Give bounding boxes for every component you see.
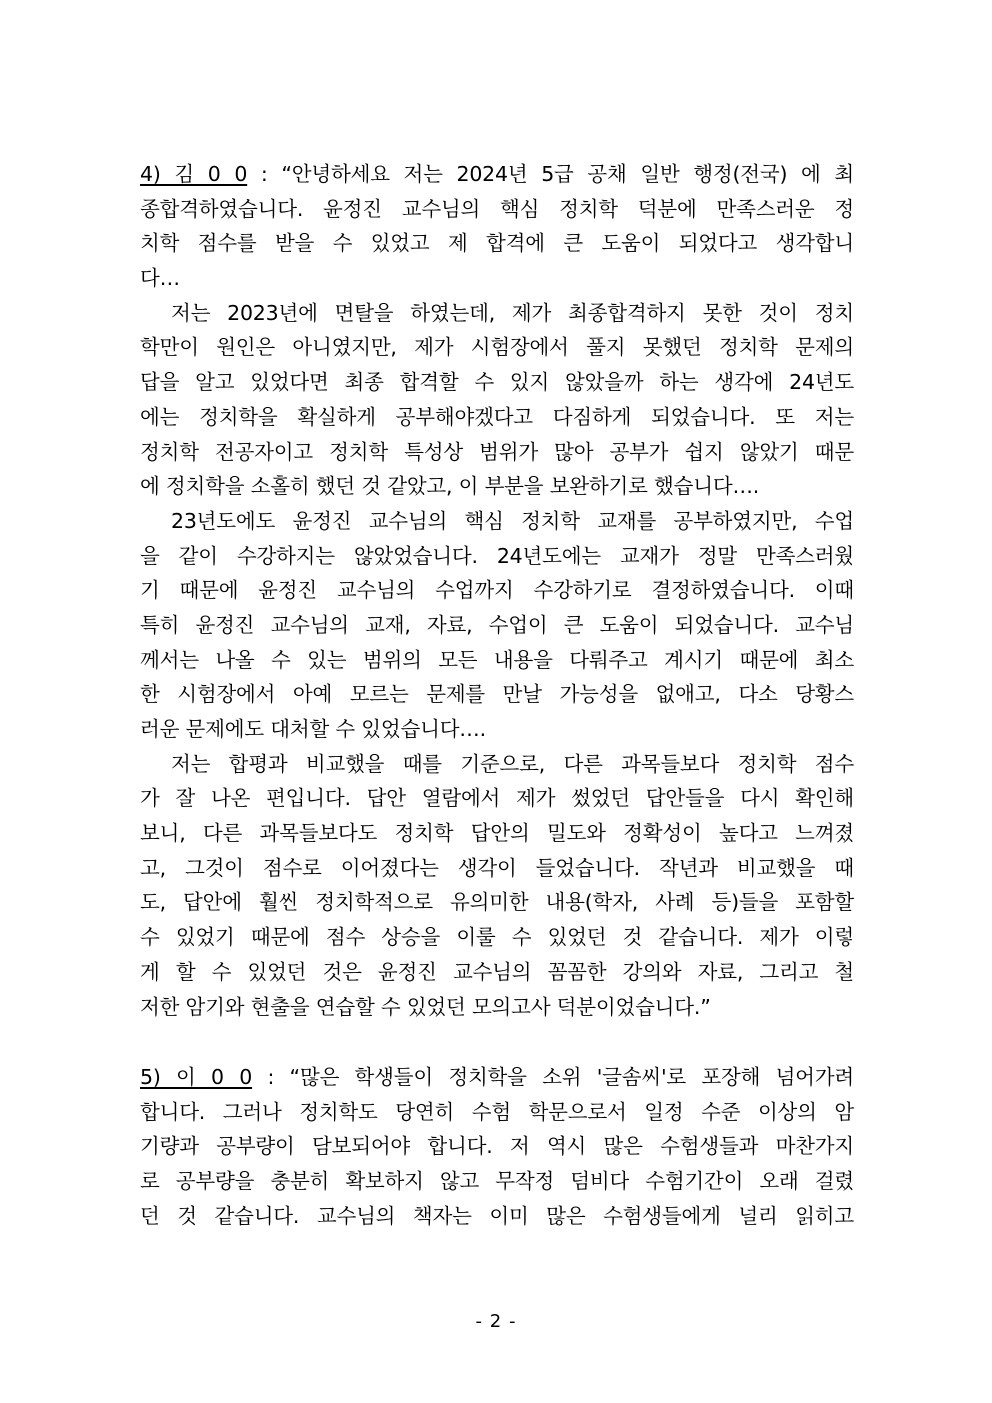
- paragraph-line: 특히 윤정진 교수님의 교재, 자료, 수업이 큰 도움이 되었습니다. 교수님: [140, 612, 854, 637]
- paragraph-line: 합니다. 그러나 정치학도 당연히 수험 학문으로서 일정 수준 이상의 암: [140, 1099, 854, 1124]
- paragraph-line: 러운 문제에도 대처할 수 있었습니다….: [140, 717, 486, 741]
- paragraph-line: 저는 2023년에 면탈을 하였는데, 제가 최종합격하지 못한 것이 정치: [171, 300, 854, 325]
- paragraph-line: 께서는 나올 수 있는 범위의 모든 내용을 다뤄주고 계시기 때문에 최소: [140, 647, 854, 672]
- paragraph-line: 가 잘 나온 편입니다. 답안 열람에서 제가 썼었던 답안들을 다시 확인해: [140, 786, 854, 811]
- testimonial-4: [140, 157, 854, 1024]
- paragraph-line: 을 같이 수강하지는 않았었습니다. 24년도에는 교재가 정말 만족스러웠: [140, 543, 854, 568]
- testimonial-5: [140, 1060, 854, 1233]
- paragraph-line: 다…: [140, 266, 180, 291]
- paragraph-line: 저는 합평과 비교했을 때를 기준으로, 다른 과목들보다 정치학 점수: [171, 751, 854, 776]
- paragraph-line: 저한 암기와 현출을 연습할 수 있었던 모의고사 덕분이었습니다.”: [140, 994, 711, 1019]
- paragraph-line: 수 있었기 때문에 점수 상승을 이룰 수 있었던 것 같습니다. 제가 이렇: [140, 925, 854, 950]
- line-text: : “많은 학생들이 정치학을 소위 '글솜씨'로 포장해 넘어가려: [252, 1065, 854, 1089]
- paragraph-line: 고, 그것이 점수로 이어졌다는 생각이 들었습니다. 작년과 비교했을 때: [140, 855, 854, 880]
- paragraph-line: 학만이 원인은 아니였지만, 제가 시험장에서 풀지 못했던 정치학 문제의: [140, 335, 854, 360]
- line-text: : “안녕하세요 저는 2024년 5급 공채 일반 행정(전국) 에 최: [247, 162, 854, 186]
- paragraph-line: 에는 정치학을 확실하게 공부해야겠다고 다짐하게 되었습니다. 또 저는: [140, 404, 854, 429]
- paragraph-line: 치학 점수를 받을 수 있었고 제 합격에 큰 도움이 되었다고 생각합니: [140, 231, 854, 256]
- speaker-label: 4) 김 0 0: [140, 162, 248, 186]
- paragraph-line: 답을 알고 있었다면 최종 합격할 수 있지 않았을까 하는 생각에 24년도: [140, 370, 854, 395]
- paragraph-line: 종합격하였습니다. 윤정진 교수님의 핵심 정치학 덕분에 만족스러운 정: [140, 196, 854, 221]
- paragraph-line: 도, 답안에 훨씬 정치학적으로 유의미한 내용(학자, 사례 등)들을 포함할: [140, 890, 854, 915]
- paragraph-line: [140, 157, 854, 192]
- paragraph-line: 게 할 수 있었던 것은 윤정진 교수님의 꼼꼼한 강의와 자료, 그리고 철: [140, 959, 854, 984]
- paragraph-line: 한 시험장에서 아예 모르는 문제를 만날 가능성을 없애고, 다소 당황스: [140, 682, 854, 707]
- paragraph-line: 기 때문에 윤정진 교수님의 수업까지 수강하기로 결정하였습니다. 이때: [140, 578, 854, 603]
- page-number: - 2 -: [475, 1311, 517, 1332]
- paragraph-line: 정치학 전공자이고 정치학 특성상 범위가 많아 공부가 쉽지 않았기 때문: [140, 439, 854, 464]
- paragraph-line: 보니, 다른 과목들보다도 정치학 답안의 밀도와 정확성이 높다고 느껴졌: [140, 821, 854, 846]
- paragraph-line: 로 공부량을 충분히 확보하지 않고 무작정 덤비다 수험기간이 오래 걸렸: [140, 1169, 854, 1194]
- speaker-label: 5) 이 0 0: [140, 1065, 253, 1089]
- paragraph-line: 기량과 공부량이 담보되어야 합니다. 저 역시 많은 수험생들과 마찬가지: [140, 1134, 854, 1159]
- paragraph-line: 23년도에도 윤정진 교수님의 핵심 정치학 교재를 공부하였지만, 수업: [171, 508, 854, 533]
- paragraph-line: 에 정치학을 소홀히 했던 것 같았고, 이 부분을 보완하기로 했습니다….: [140, 474, 760, 499]
- paragraph-line: 던 것 같습니다. 교수님의 책자는 이미 많은 수험생들에게 널리 읽히고: [140, 1203, 854, 1228]
- paragraph-line: [140, 1060, 854, 1095]
